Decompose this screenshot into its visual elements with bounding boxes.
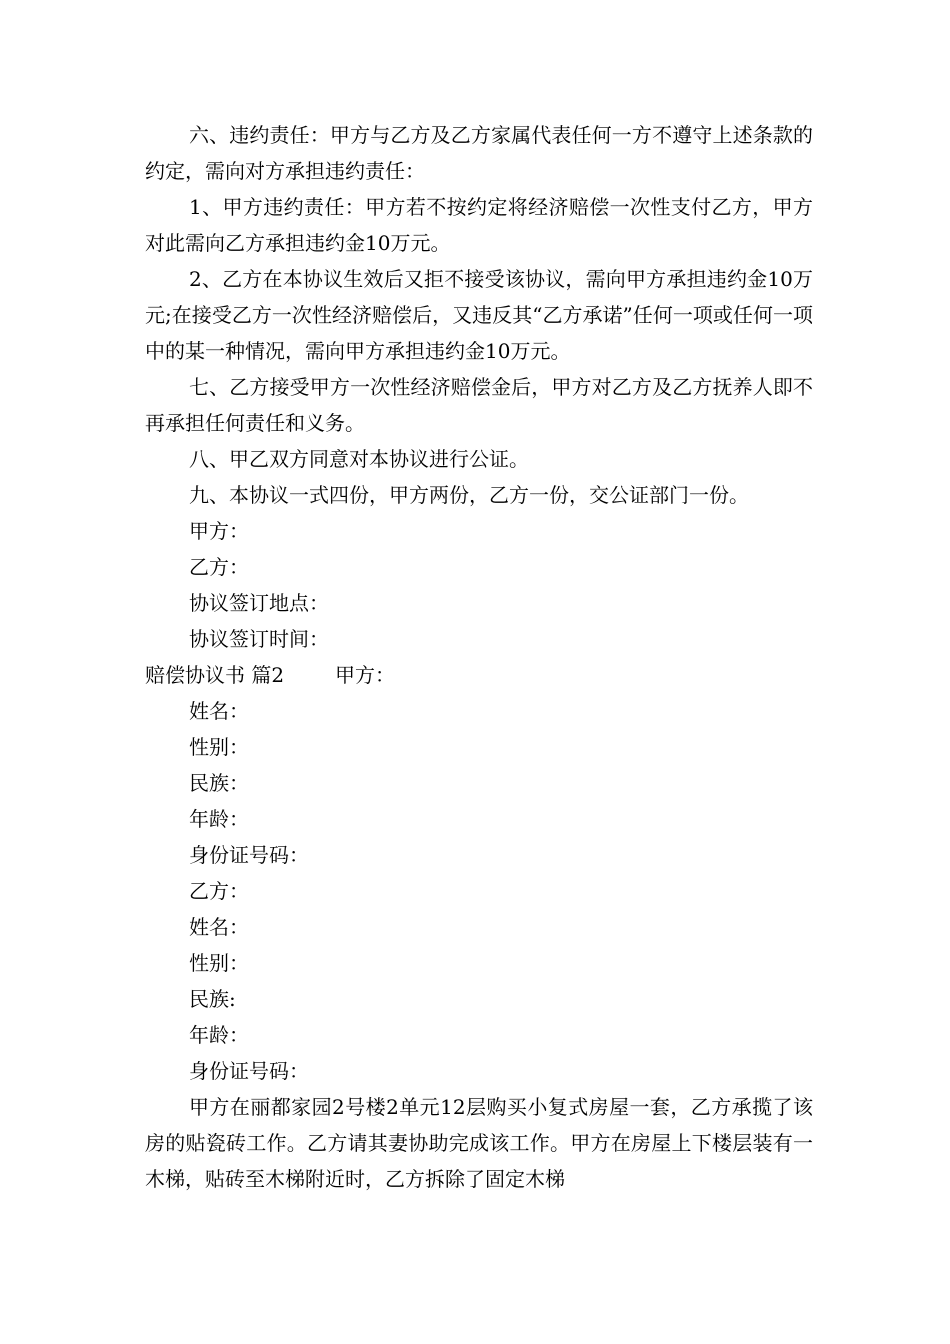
field-party-b-gender: 性别： xyxy=(189,951,249,975)
field-party-b-id: 身份证号码： xyxy=(189,1059,309,1083)
field-party-a-id: 身份证号码： xyxy=(189,843,309,867)
field-party-b-name: 姓名： xyxy=(189,915,249,939)
clause-six-item-2: 2、乙方在本协议生效后又拒不接受该协议，需向甲方承担违约金10万元;在接受乙方一次性经济赔偿后，又违反其“乙方承诺”任何一项或任何一项中的某一种情况，需向甲方承担违约金10万元。 xyxy=(145,267,813,363)
clause-six: 六、违约责任：甲方与乙方及乙方家属代表任何一方不遵守上述条款的约定，需向对方承担违约责任： xyxy=(145,123,813,183)
section-heading-line xyxy=(145,657,813,693)
field-party-a-ethnicity: 民族： xyxy=(189,771,249,795)
clause-seven: 七、乙方接受甲方一次性经济赔偿金后，甲方对乙方及乙方抚养人即不再承担任何责任和义务。 xyxy=(145,375,813,435)
signing-time: 协议签订时间： xyxy=(189,627,329,651)
field-party-a-gender: 性别： xyxy=(189,735,249,759)
clause-six-item-1: 1、甲方违约责任：甲方若不按约定将经济赔偿一次性支付乙方，甲方对此需向乙方承担违约金10万元。 xyxy=(145,195,813,255)
clause-eight: 八、甲乙双方同意对本协议进行公证。 xyxy=(189,447,529,471)
section-gap xyxy=(284,663,335,687)
clause-nine: 九、本协议一式四份，甲方两份，乙方一份，交公证部门一份。 xyxy=(189,483,749,507)
document-body xyxy=(145,117,813,1197)
field-party-a-age: 年龄： xyxy=(189,807,249,831)
field-party-b-label: 乙方： xyxy=(189,879,249,903)
field-party-b-age: 年龄： xyxy=(189,1023,249,1047)
closing-paragraph: 甲方在丽都家园2号楼2单元12层购买小复式房屋一套，乙方承揽了该房的贴瓷砖工作。乙方请其妻协助完成该工作。甲方在房屋上下楼层装有一木梯，贴砖至木梯附近时，乙方拆除了固定木梯 xyxy=(145,1095,813,1191)
field-party-a-name: 姓名： xyxy=(189,699,249,723)
signature-party-b: 乙方： xyxy=(189,555,249,579)
field-party-b-ethnicity: 民族: xyxy=(189,987,236,1011)
signature-party-a: 甲方： xyxy=(189,519,249,543)
section-heading: 赔偿协议书 篇2 xyxy=(145,663,285,687)
section-party-a-label: 甲方： xyxy=(334,663,395,687)
signing-place: 协议签订地点： xyxy=(189,591,329,615)
